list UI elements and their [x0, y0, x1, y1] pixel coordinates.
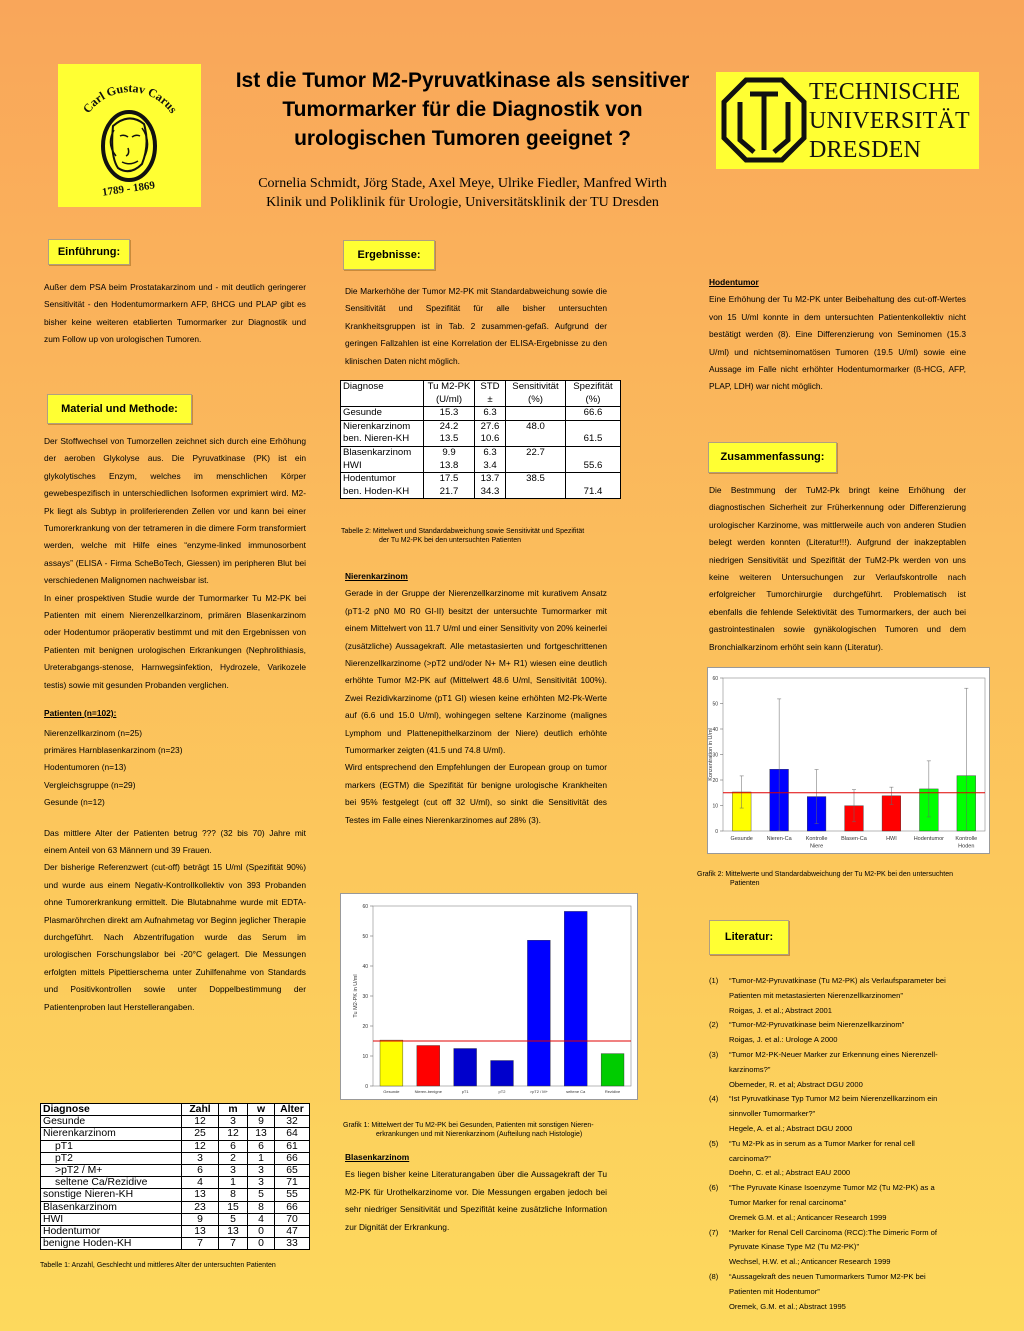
affiliation: Klinik und Poliklinik für Urologie, Universitätsklinik der TU Dresden	[266, 195, 659, 210]
y-tick-label: 50	[362, 934, 368, 940]
t1-cell: 13	[219, 1226, 248, 1238]
t1-cell: 4	[182, 1177, 219, 1189]
reference-item: (1) “Tumor-M2-Pyruvatkinase (Tu M2-PK) als Verlaufsparameter bei Patienten mit metastasierten Nierenzellkarzinomen” Roigas, J. et al.; Abstract 2001	[709, 976, 946, 1015]
reference-item: (8) “Aussagekraft des neuen Tumormarkers Tumor M2-PK bei Patienten mit Hodentumor” Oremek, G.M. et al.; Abstract 1995	[709, 1271, 926, 1311]
t1-cell: 3	[248, 1177, 275, 1189]
y-tick-label: 10	[362, 1054, 368, 1060]
t1-cell: 12	[219, 1128, 248, 1140]
t2-cell: Nierenkarzinom ben. Nieren-KH	[341, 420, 424, 446]
t1-row	[41, 1140, 310, 1152]
t1-row	[41, 1165, 310, 1177]
t2-cell: 38.5	[506, 473, 566, 499]
carus-seal-icon	[58, 64, 201, 207]
chart2-caption: Grafik 2: Mittelwerte und Standardabweichung der Tu M2-PK bei den untersuchten Patienten	[697, 871, 954, 887]
t2-cell: Hodentumor ben. Hoden-KH	[341, 473, 424, 499]
results-text: Die Markerhöhe der Tumor M2-PK mit Standardabweichung sowie die Sensitivität und Spezifität für alle bisher untersuchten Krankheitsgruppen ist in Tab. 2 zusammen-gefaß. Aufgrund der geringen Fallzahlen ist eine Korrelation der ELISA-Ergebnisse zu den klinischen Daten nicht möglich.	[345, 286, 607, 366]
t1-cell: 6	[182, 1165, 219, 1177]
t2-cell: 17.5 21.7	[424, 473, 475, 499]
chart1-svg	[341, 894, 637, 1099]
t1-row	[41, 1177, 310, 1189]
t2-cell: 6.3 3.4	[475, 446, 506, 472]
title-line: Tumormarker für die Diagnostik von	[282, 98, 643, 121]
chart2	[707, 667, 990, 854]
t2-cell: 27.6 10.6	[475, 420, 506, 446]
t1-cell: 8	[219, 1189, 248, 1201]
t1-cell: 66	[275, 1201, 310, 1213]
t1-cell: benigne Hoden-KH	[41, 1238, 182, 1250]
section-material: Material und Methode:	[47, 394, 192, 424]
t1-cell: 66	[275, 1152, 310, 1164]
x-tick-label: Nieren-benigne	[414, 1089, 442, 1094]
t1-header: Zahl	[182, 1104, 219, 1116]
t2-cell: 48.0	[506, 420, 566, 446]
patient-item: Hodentumoren (n=13)	[44, 762, 127, 773]
x-tick-label: Gesunde	[730, 836, 753, 842]
t1-row	[41, 1201, 310, 1213]
table1-caption: Tabelle 1: Anzahl, Geschlecht und mittleres Alter der untersuchten Patienten	[40, 1262, 276, 1269]
summary-text: Die Bestmmung der TuM2-Pk bringt keine Erhöhung der diagnostischen Sicherheit zur Früherkennung oder Differenzierung urologischer Karzinome, was mittlerweile auch von anderen Studien belegt werden konnten (Literatur!!!). Aufgrund der inakzeptablen niedrigen Sensitivität und Spezifität der TuM2-Pk werden von uns keine weiteren Untersuchungen zur Verlaufskontrolle nach erfolgreicher Tumorchirurgie durchgeführt. Problematisch ist ebenfalls die fehlende Selektivität des Tumormarkers, der auch bei gastrointestinalen sowie gynäkologischen Tumoren und dem Bronchialkarzinom erhöht sein kann (Literatur).	[709, 485, 966, 652]
t1-cell: 61	[275, 1140, 310, 1152]
tu-dresden-emblem-icon	[720, 72, 810, 169]
patient-item: Vergleichsgruppe (n=29)	[44, 779, 136, 790]
t1-cell: 70	[275, 1213, 310, 1225]
t1-cell: Gesunde	[41, 1116, 182, 1128]
t1-row	[41, 1116, 310, 1128]
t1-cell: pT2	[41, 1152, 182, 1164]
x-tick-label: Rezidive	[604, 1089, 621, 1094]
x-tick-label: pT1	[461, 1089, 469, 1094]
x-tick-label: >pT2 / M+	[529, 1089, 548, 1094]
hoden-text: Hodentumor Eine Erhöhung der Tu M2-PK unter Beibehaltung des cut-off-Wertes von 15 U/ml konnte in dem untersuchten Patientenkollektiv nicht bestätigt werden (8). Eine Differenzierung von Seminomen (15.3 U/ml) und nichtseminomatösen Tumoren (19.5 U/ml) sowie eine Aussage im Falle nicht erhöhter Hodentumormarker (ß-HCG, AFP, PLAP, LDH) war nicht möglich.	[709, 274, 966, 396]
t1-row	[41, 1213, 310, 1225]
y-tick-label: 40	[712, 727, 718, 733]
x-tick-label: Nieren-Ca	[766, 836, 792, 842]
patients-head: Patienten (n=102):	[44, 708, 117, 719]
t2-cell: Gesunde	[341, 407, 424, 421]
t1-cell: 3	[182, 1152, 219, 1164]
x-tick-label: HWI	[886, 836, 897, 842]
tu-dresden-logo	[716, 72, 979, 169]
t2-cell: 71.4	[566, 473, 621, 499]
authors-block	[210, 174, 715, 212]
t1-cell: 47	[275, 1226, 310, 1238]
t1-cell: 13	[182, 1226, 219, 1238]
t2-cell: 13.7 34.3	[475, 473, 506, 499]
chart1	[340, 893, 638, 1100]
reference-item: (6) “The Pyruvate Kinase Isoenzyme Tumor M2 (Tu M2-PK) as a Tumor Marker for renal carcinoma” Oremek G.M. et al.; Anticancer Research 1999	[709, 1183, 935, 1222]
tu-line1: TECHNISCHE	[809, 79, 961, 105]
t1-cell: 25	[182, 1128, 219, 1140]
reference-item: (4) “Ist Pyruvatkinase Typ Tumor M2 beim Nierenzellkarzinom ein sinnvoller Tumormarker?” Hegele, A. et al.; Abstract DGU 2000	[709, 1094, 938, 1133]
title-line: Ist die Tumor M2-Pyruvatkinase als sensitiver	[235, 69, 690, 92]
t1-cell: seltene Ca/Rezidive	[41, 1177, 182, 1189]
carus-arc-text: Carl Gustav Carus	[79, 80, 181, 116]
x-tick-label: seltene Ca	[566, 1089, 586, 1094]
t1-cell: sonstige Nieren-KH	[41, 1189, 182, 1201]
y-tick-label: 0	[365, 1084, 368, 1090]
bar	[380, 1040, 403, 1086]
table1	[40, 1103, 310, 1250]
section-einfuehrung: Einführung:	[48, 239, 130, 265]
table2-caption: Tabelle 2: Mittelwert und Standardabweichung sowie Sensitivität und Spezifität der Tu M2-PK bei den untersuchten Patienten	[341, 528, 585, 544]
t1-cell: 3	[248, 1165, 275, 1177]
t2-cell: 61.5	[566, 420, 621, 446]
t1-cell: 2	[219, 1152, 248, 1164]
reference-item: (2) “Tumor-M2-Pyruvatkinase beim Nierenzellkarzinom” Roigas, J. et al.: Urologe A 2000	[709, 1020, 905, 1045]
t1-row	[41, 1152, 310, 1164]
t1-cell: 6	[219, 1140, 248, 1152]
poster-title	[210, 66, 715, 153]
t1-cell: 12	[182, 1116, 219, 1128]
bar	[491, 1061, 514, 1087]
t1-cell: 1	[248, 1152, 275, 1164]
title-line: urologischen Tumoren geeignet ?	[294, 127, 631, 150]
chart2-svg	[708, 668, 989, 853]
t2-cell: 6.3	[475, 407, 506, 421]
bar	[454, 1049, 477, 1087]
y-axis-label: Tu M2-PK in U/ml	[353, 974, 359, 1018]
t1-cell: Blasenkarzinom	[41, 1201, 182, 1213]
t1-cell: 9	[182, 1213, 219, 1225]
t1-header: m	[219, 1104, 248, 1116]
t1-row	[41, 1226, 310, 1238]
x-tick-label: Kontrolle Hoden	[955, 836, 978, 850]
t2-row	[341, 420, 621, 446]
t1-cell: 8	[248, 1201, 275, 1213]
table2	[340, 380, 621, 499]
y-tick-label: 30	[712, 752, 718, 759]
t1-cell: 0	[248, 1238, 275, 1250]
y-tick-label: 60	[362, 904, 368, 910]
t2-header: Spezifität (%)	[566, 381, 621, 407]
t1-cell: 32	[275, 1116, 310, 1128]
reference-item: (5) “Tu M2-Pk as in serum as a Tumor Marker for renal cell carcinoma?” Doehn, C. et al.; Abstract EAU 2000	[709, 1138, 915, 1178]
chart1-caption: Grafik 1: Mittelwert der Tu M2-PK bei Gesunden, Patienten mit sonstigen Nieren- erkrankungen und mit Nierenkarzinom (Aufteilung nach Histologie)	[343, 1122, 594, 1138]
t1-cell: 64	[275, 1128, 310, 1140]
t1-header: Diagnose	[41, 1104, 182, 1116]
reference-item: (7) “Marker for Renal Cell Carcinoma (RCC):The Dimeric Form of Pyruvate Kinase Type M2 (Tu M2-PK)” Wechsel, H.W. et al.; Anticancer Research 1999	[709, 1227, 938, 1267]
carus-logo	[58, 64, 201, 207]
y-tick-label: 20	[712, 778, 718, 784]
bar	[601, 1054, 624, 1086]
y-axis-label: Konzentration in U/ml	[708, 728, 714, 781]
t1-cell: 13	[182, 1189, 219, 1201]
t1-cell: 65	[275, 1165, 310, 1177]
x-tick-label: Hodentumor	[913, 836, 944, 842]
t1-row	[41, 1128, 310, 1140]
t2-cell: Blasenkarzinom HWI	[341, 446, 424, 472]
bar	[417, 1046, 440, 1087]
patient-item: Gesunde (n=12)	[44, 797, 105, 808]
y-tick-label: 40	[362, 964, 368, 970]
t1-cell: 0	[248, 1226, 275, 1238]
t2-cell: 66.6	[566, 407, 621, 421]
section-zusammenfassung: Zusammenfassung:	[708, 442, 837, 473]
hoden-head: Hodentumor	[709, 277, 759, 287]
patient-item: Nierenzellkarzinom (n=25)	[44, 727, 142, 738]
t2-row	[341, 407, 621, 421]
y-tick-label: 10	[712, 803, 718, 810]
t1-row	[41, 1189, 310, 1201]
t1-cell: 3	[219, 1116, 248, 1128]
bar	[564, 911, 587, 1086]
y-tick-label: 30	[362, 994, 368, 1000]
reference-item: (3) “Tumor M2-PK-Neuer Marker zur Erkennung eines Nierenzell- karzinoms?” Oberneder, R. et al; Abstract DGU 2000	[709, 1049, 938, 1089]
blasen-head: Blasenkarzinom	[345, 1152, 410, 1162]
t2-header: Diagnose	[341, 381, 424, 407]
t2-header: Tu M2-PK (U/ml)	[424, 381, 475, 407]
patient-item: primäres Harnblasenkarzinom (n=23)	[44, 744, 183, 755]
t1-cell: 6	[248, 1140, 275, 1152]
nieren-text: Nierenkarzinom Gerade in der Gruppe der Nierenzellkarzinome mit kurativem Ansatz (pT1-2 pN0 M0 R0 GI-II) besitzt der untersuchte Tumormarker mit einem Mittelwert von 11.7 U/ml und einer Sensitivity von 20% keinerlei (zusätzliche) Aussagekraft. Alle metastasierten und fortgeschrittenen Nierenzellkarzinome (>pT2 und/oder N+ M+ R1) wiesen eine deutlich erhöhte Tumor M2-PK auf (Mittelwert 48.6 U/ml, Sensitivität 100%). Zwei Rezidivkarzinome (pT1 GI) wiesen keine erhöhten M2-Pk-Werte auf (6.6 und 15.0 U/ml), wohingegen seltene Karzinome (malignes Lymphom und Plattenepithelkarzinom der Niere) deutlich erhöhte Tumormarker zeigten (41.5 und 74.8 U/ml). Wird entsprechend den Empfehlungen der European group on tumor markers (EGTM) die Spezifität für benigne urologische Krankheiten bei 95% festgelegt (cut off 32 U/ml), so sinkt die Sensitivität des Testes im Falle eines Nierenkarzinomes auf 28% (3).	[345, 568, 607, 829]
t1-cell: 9	[248, 1116, 275, 1128]
tu-line2: UNIVERSITÄT	[809, 108, 970, 134]
x-tick-label: pT2	[498, 1089, 506, 1094]
blasen-text: Blasenkarzinom Es liegen bisher keine Literaturangaben über die Aussagekraft der Tu M2-PK für Urothelkarzinome vor. Die Messungen ergaben jedoch bei sehr niedriger Sensitivität und Spezifität keine zusätzliche Information zur Dignität der Erkrankung.	[345, 1149, 607, 1236]
t2-row	[341, 473, 621, 499]
plot-area	[373, 906, 631, 1086]
x-tick-label: Blasen-Ca	[841, 836, 867, 842]
t1-cell: 7	[182, 1238, 219, 1250]
t1-cell: 7	[219, 1238, 248, 1250]
t1-cell: 5	[248, 1189, 275, 1201]
t1-cell: 71	[275, 1177, 310, 1189]
t2-cell: 15.3	[424, 407, 475, 421]
t1-row	[41, 1238, 310, 1250]
nieren-head: Nierenkarzinom	[345, 571, 408, 581]
y-tick-label: 0	[715, 829, 718, 835]
t1-cell: 4	[248, 1213, 275, 1225]
x-tick-label: Gesunde	[383, 1089, 400, 1094]
t1-cell: 3	[219, 1165, 248, 1177]
t1-cell: 1	[219, 1177, 248, 1189]
intro-text: Außer dem PSA beim Prostatakarzinom und - mit deutlich geringerer Sensitivität - den Hodentumormarkern AFP, ßHCG und PLAP gibt es bisher keine weiteren etablierten Tumormarker zur Diagnostik und zum Follow up von urologischen Tumoren.	[44, 282, 306, 345]
authors: Cornelia Schmidt, Jörg Stade, Axel Meye, Ulrike Fiedler, Manfred Wirth	[258, 176, 667, 191]
t2-cell	[506, 407, 566, 421]
t1-cell: pT1	[41, 1140, 182, 1152]
t2-header: Sensitivität (%)	[506, 381, 566, 407]
t1-header: Alter	[275, 1104, 310, 1116]
t1-cell: 33	[275, 1238, 310, 1250]
t1-cell: 55	[275, 1189, 310, 1201]
t2-cell: 22.7	[506, 446, 566, 472]
t1-cell: 5	[219, 1213, 248, 1225]
t1-cell: >pT2 / M+	[41, 1165, 182, 1177]
bar	[527, 940, 550, 1086]
t2-cell: 24.2 13.5	[424, 420, 475, 446]
t1-header: w	[248, 1104, 275, 1116]
method-text: Der Stoffwechsel von Tumorzellen zeichnet sich durch eine Erhöhung der aeroben Glykolyse aus. Die Pyruvatkinase (PK) ist ein glykolytisches Enzym, welches im menschlichen Körper gewebespezifisch in unterschiedlichen Isoformen exprimiert wird. M2-Pk liegt als Subtyp in proliferierenden Zellen vor und kann bei einer Tumorerkrankung von der tetrameren in die dimere Form transformiert werden, welche mit Hilfe eines “enzyme-linked immunosorbent assays” (ELISA - Firma ScheBoTech, Giessen) im peripheren Blut bei verschiedenen Malignomen nachweisbar ist. In einer prospektiven Studie wurde der Tumormarker Tu M2-PK bei Patienten mit einem Nierenzellkarzinom, primären Blasenkarzinom oder Hodentumor präoperativ bestimmt und mit den Ergebnissen von Patienten mit benignen urologischen Erkrankungen (Nephrolithiasis, Ureterabgangs-stenose, Harnwegsinfektion, Hydrozele, Varikozele testis) sowie mit gesunden Probanden verglichen. Patienten (n=102): Nierenzellkarzinom (n=25) primäres Harnblasenkarzinom (n=23) Hodentumoren (n=13) Vergleichsgruppe (n=29) Gesunde (n=12) Das mittlere Alter der Patienten betrug ??? (32 bis 70) Jahre mit einem Anteil von 63 Männern und 39 Frauen. Der bisherige Referenzwert (cut-off) beträgt 15 U/ml (Spezifität 90%) und wurde aus einem Negativ-Kontrollkollektiv von 393 Probanden ohne Tumorerkrankung ermittelt. Die Blutabnahme wurde mit EDTA-Plasmaröhrchen direkt am Aufnahmetag vor Beginn jeglicher Therapie durchgeführt. Nach Abzentrifugation wurde das Serum im urologischen Forschungslabor bei -20°C gelagert. Die Messungen erfolgten mittels Pipettierschema unter Zuhilfenahme von Standards und Positivkontrollen sowie unter Doppelbestimmung der Patientenproben laut Herstellerangaben.	[44, 436, 306, 1012]
references-list	[709, 974, 981, 1314]
t1-cell: HWI	[41, 1213, 182, 1225]
y-tick-label: 60	[712, 676, 718, 682]
tu-line3: DRESDEN	[809, 137, 922, 163]
y-tick-label: 50	[712, 701, 718, 708]
t1-cell: Hodentumor	[41, 1226, 182, 1238]
t2-header: STD ±	[475, 381, 506, 407]
t1-cell: 23	[182, 1201, 219, 1213]
section-literatur: Literatur:	[709, 920, 789, 955]
y-tick-label: 20	[362, 1024, 368, 1030]
t1-cell: 15	[219, 1201, 248, 1213]
section-ergebnisse: Ergebnisse:	[343, 240, 435, 270]
t1-cell: 12	[182, 1140, 219, 1152]
t1-cell: 13	[248, 1128, 275, 1140]
carus-years: 1789 - 1869	[101, 179, 156, 199]
t1-cell: Nierenkarzinom	[41, 1128, 182, 1140]
x-tick-label: Kontrolle Niere	[805, 836, 828, 850]
t2-row	[341, 446, 621, 472]
t2-cell: 55.6	[566, 446, 621, 472]
t2-cell: 9.9 13.8	[424, 446, 475, 472]
